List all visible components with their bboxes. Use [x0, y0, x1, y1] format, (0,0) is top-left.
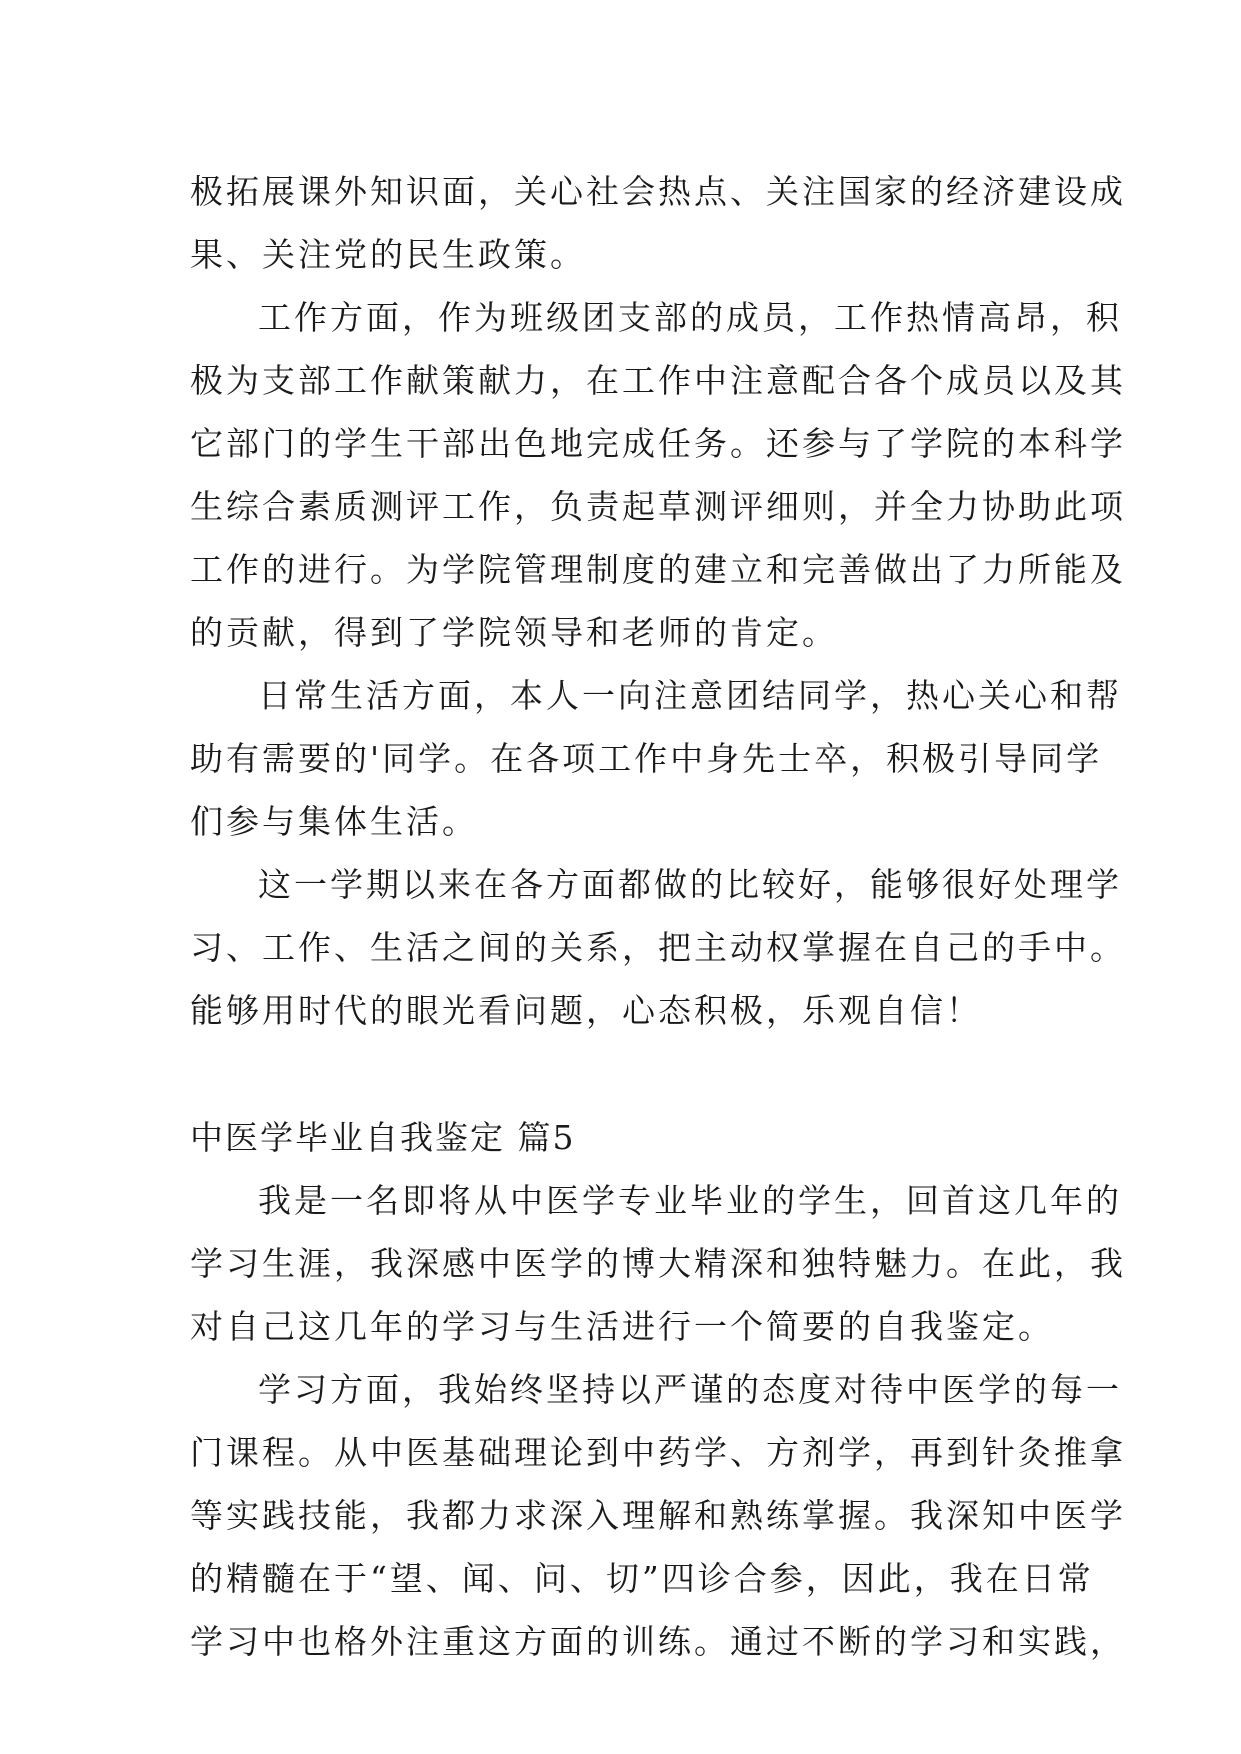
text-line: 它部门的学生干部出色地完成任务。还参与了学院的本科学 — [190, 424, 1126, 463]
paragraph-life — [190, 664, 1122, 853]
text-line: 等实践技能，我都力求深入理解和熟练掌握。我深知中医学 — [190, 1496, 1126, 1535]
text-line: 这一学期以来在各方面都做的比较好，能够很好处理学 — [258, 865, 1122, 904]
text-line: 极为支部工作献策献力，在工作中注意配合各个成员以及其 — [190, 361, 1126, 400]
text-line: 的精髓在于“望、闻、问、切”四诊合参，因此，我在日常 — [190, 1559, 1094, 1598]
paragraph-summary — [190, 853, 1126, 1042]
text-line: 助有需要的'同学。在各项工作中身先士卒，积极引导同学 — [190, 739, 1103, 778]
text-line: 工作方面，作为班级团支部的成员，工作热情高昂，积 — [258, 298, 1122, 337]
section-spacer — [190, 1042, 1070, 1106]
text-line: 学习生涯，我深感中医学的博大精深和独特魅力。在此，我 — [190, 1244, 1126, 1283]
text-line: 学习中也格外注重这方面的训练。通过不断的学习和实践， — [190, 1622, 1126, 1661]
text-line: 们参与集体生活。 — [190, 802, 478, 841]
paragraph-study — [190, 1358, 1126, 1673]
section-heading: 中医学毕业自我鉴定 篇5 — [190, 1118, 576, 1157]
text-line: 极拓展课外知识面，关心社会热点、关注国家的经济建设成 — [190, 172, 1126, 211]
text-line: 工作的进行。为学院管理制度的建立和完善做出了力所能及 — [190, 550, 1126, 589]
text-line: 我是一名即将从中医学专业毕业的学生，回首这几年的 — [258, 1181, 1122, 1220]
paragraph-work — [190, 286, 1126, 664]
paragraph-study-tail — [190, 160, 1126, 286]
text-line: 门课程。从中医基础理论到中药学、方剂学，再到针灸推拿 — [190, 1433, 1126, 1472]
text-line: 习、工作、生活之间的关系，把主动权掌握在自己的手中。 — [190, 928, 1126, 967]
text-line: 学习方面，我始终坚持以严谨的态度对待中医学的每一 — [258, 1370, 1122, 1409]
text-line: 果、关注党的民生政策。 — [190, 235, 586, 274]
document-body — [190, 160, 1126, 1673]
text-line: 对自己这几年的学习与生活进行一个简要的自我鉴定。 — [190, 1307, 1054, 1346]
text-line: 生综合素质测评工作，负责起草测评细则，并全力协助此项 — [190, 487, 1126, 526]
text-line: 能够用时代的眼光看问题，心态积极，乐观自信！ — [190, 991, 982, 1030]
text-line: 日常生活方面，本人一向注意团结同学，热心关心和帮 — [258, 676, 1122, 715]
text-line: 的贡献，得到了学院领导和老师的肯定。 — [190, 613, 838, 652]
paragraph-intro — [190, 1169, 1126, 1358]
